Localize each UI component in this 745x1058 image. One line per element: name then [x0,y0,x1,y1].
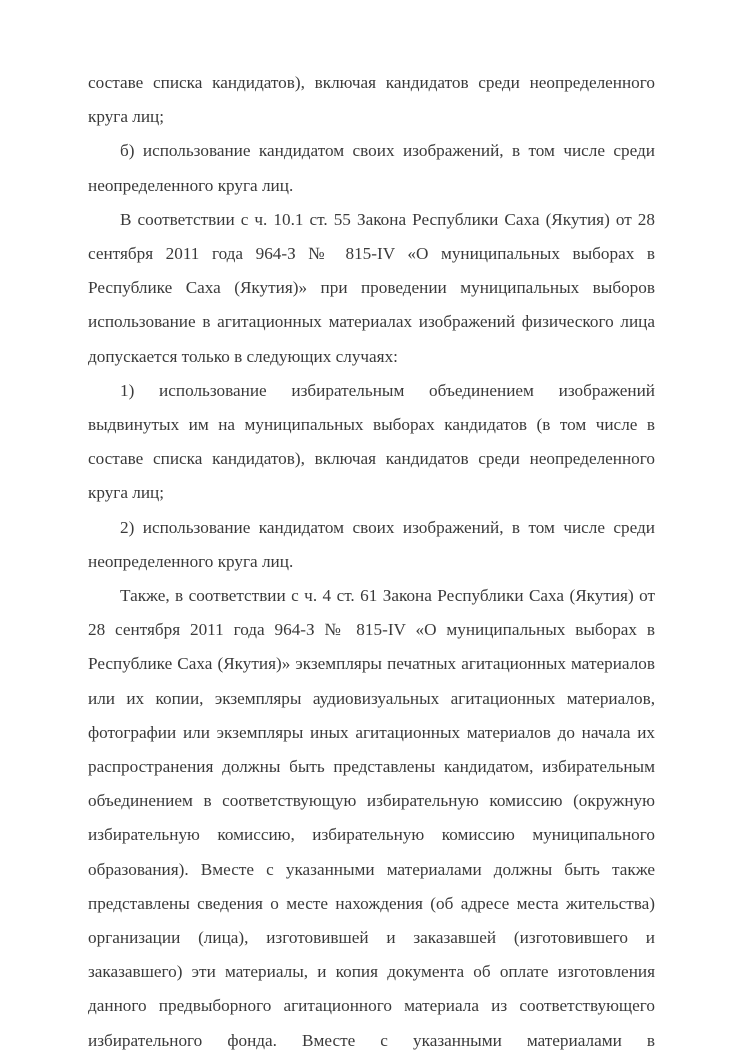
paragraph-continuation [88,66,655,134]
text-line: круга лиц; [88,107,165,127]
text-line: выдвинутых им на муниципальных выборах кандидатов (в том числе в [88,415,655,435]
text-line: составе списка кандидатов), включая кандидатов среди неопределенного [88,449,655,469]
paragraph-item-1 [88,374,655,511]
text-line: заказавшего) эти материалы, и копия документа об оплате изготовления [88,962,655,982]
text-line: 1) использование избирательным объединением изображений [120,380,655,400]
text-line: составе списка кандидатов), включая кандидатов среди неопределенного [88,73,655,92]
text-line: образования). Вместе с указанными материалами должны быть также [88,859,655,879]
paragraph-law-article-61 [88,579,655,1058]
text-line: использование в агитационных материалах изображений физического лица [88,312,655,332]
text-line: объединением в соответствующую избирательную комиссию (окружную [88,791,655,811]
text-line: Республике Саха (Якутия)» при проведении муниципальных выборов [88,278,655,298]
text-line: допускается только в следующих случаях: [88,346,398,366]
text-line: данного предвыборного агитационного материала из соответствующего [88,996,655,1016]
text-line: неопределенного круга лиц. [88,551,294,571]
document-page [88,66,655,1058]
text-line: В соответствии с ч. 10.1 ст. 55 Закона Республики Саха (Якутия) от 28 [120,209,655,229]
text-line: представлены сведения о месте нахождения (об адресе места жительства) [88,893,655,913]
text-line: 2) использование кандидатом своих изображений, в том числе среди [120,517,655,537]
text-line: б) использование кандидатом своих изображений, в том числе среди [120,141,655,161]
text-line: Также, в соответствии с ч. 4 ст. 61 Закона Республики Саха (Якутия) от [120,586,655,606]
paragraph-item-2 [88,511,655,579]
text-line: фотографии или экземпляры иных агитационных материалов до начала их [88,722,655,742]
text-line: распространения должны быть представлены кандидатом, избирательным [88,757,655,777]
paragraph-law-article-55 [88,203,655,374]
text-line: избирательного фонда. Вместе с указанными материалами в [88,1030,655,1050]
text-line: или их копии, экземпляры аудиовизуальных агитационных материалов, [88,688,655,708]
text-line: избирательную комиссию, избирательную комиссию муниципального [88,825,655,845]
text-line: Республике Саха (Якутия)» экземпляры печатных агитационных материалов [88,654,655,674]
paragraph-item-b [88,134,655,202]
text-line: неопределенного круга лиц. [88,175,294,195]
text-line: сентября 2011 года 964-З № 815-IV «О муниципальных выборах в [88,244,655,264]
text-line: 28 сентября 2011 года 964-З № 815-IV «О муниципальных выборах в [88,620,655,640]
text-line: круга лиц; [88,483,165,503]
text-line: организации (лица), изготовившей и заказавшей (изготовившего и [88,928,655,948]
